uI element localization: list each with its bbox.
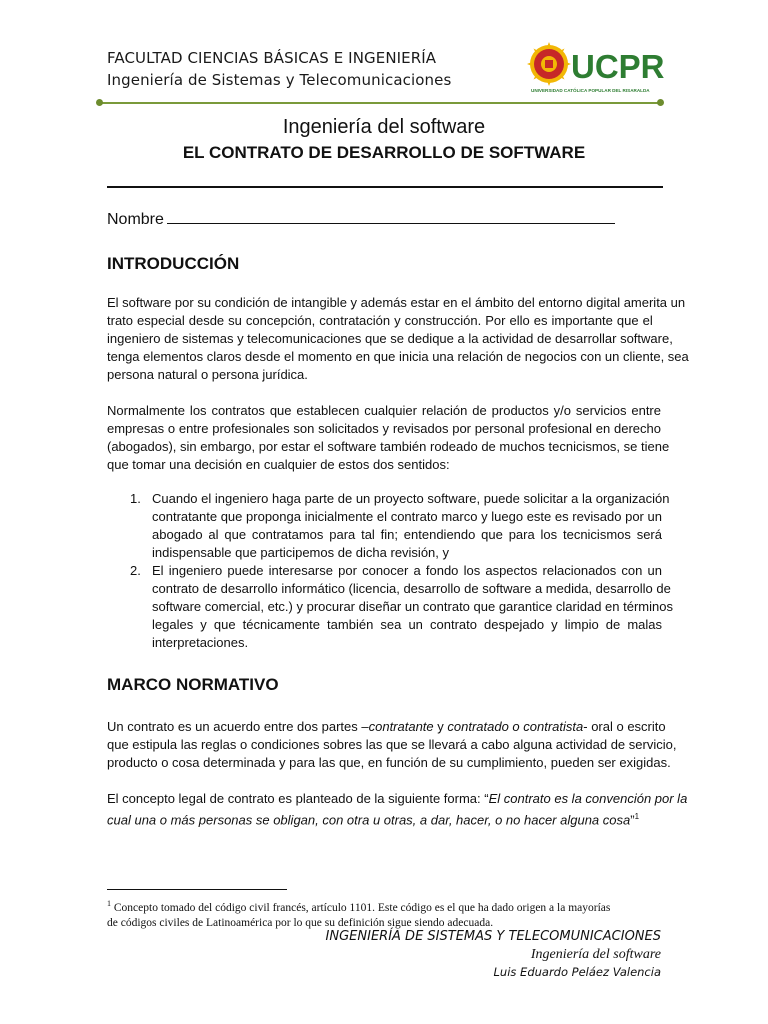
text-line [107, 790, 688, 808]
text-run: - oral o escrito [583, 719, 666, 734]
list-number: 2. [130, 563, 141, 578]
program-name: Ingeniería de Sistemas y Telecomunicaciones [107, 71, 452, 89]
intro-paragraph-2 [107, 402, 670, 474]
text-line: (abogados), sin embargo, por estar el software también rodeado de muchos tecnicismos, se tiene [107, 439, 670, 454]
footnote-line [107, 896, 663, 916]
text-run-italic: contratante [368, 719, 434, 734]
marco-paragraph-1 [107, 718, 677, 772]
footer-course: Ingeniería del software [530, 947, 661, 962]
text-line [107, 808, 661, 829]
text-line: persona natural o persona jurídica. [107, 367, 308, 382]
text-line: empresas o entre profesionales son solicitados y revisados por personal profesional en derecho [107, 421, 661, 436]
footer-author: Luis Eduardo Peláez Valencia [493, 965, 661, 979]
text-line: trato especial desde su concepción, contratación y construcción. Por ello es importante que el [107, 313, 653, 328]
text-line [107, 718, 666, 736]
text-line: producto o cosa determinada y para las que, en función de su cumplimiento, pueden ser exigidas. [107, 755, 671, 770]
text-line: software comercial, etc.) y procurar diseñar un contrato que garantice claridad en términos [152, 599, 673, 614]
footnote-marker: 1 [107, 899, 111, 908]
text-line: interpretaciones. [152, 635, 249, 650]
text-line: El ingeniero puede interesarse por conocer a fondo los aspectos relacionados con un [152, 563, 662, 578]
text-run: ” [630, 812, 635, 828]
logo-subtext: UNIVERSIDAD CATÓLICA POPULAR DEL RISARALDA [531, 88, 650, 93]
ucpr-logo [527, 42, 667, 100]
course-title: Ingeniería del software [282, 116, 486, 138]
text-line: contratante que proponga inicialmente el contrato marco y luego este es revisado por un [152, 509, 662, 524]
text-run: Un contrato es un acuerdo entre dos partes – [107, 719, 369, 734]
footnote [107, 896, 663, 931]
text-line: que tomar una decisión en cualquier de estos dos sentidos: [107, 457, 450, 472]
intro-paragraph-1 [107, 294, 689, 384]
text-line: ingeniero de sistemas y telecomunicaciones que se dedique a la actividad de desarrollar software, [107, 331, 673, 346]
heading-marco-normativo: MARCO NORMATIVO [107, 675, 279, 694]
text-line: indispensable que participemos de dicha revisión, y [152, 545, 450, 560]
footnote-line: de códigos civiles de Latinoamérica por lo que su definición sigue siendo adecuada. [107, 916, 494, 929]
text-line: tenga elementos claros desde el momento en que inicia una relación de negocios con un cliente, sea [107, 349, 689, 364]
text-run-italic: El contrato es la convención por la [488, 791, 688, 806]
text-line: Cuando el ingeniero haga parte de un proyecto software, puede solicitar a la organización [152, 491, 670, 506]
text-run: El concepto legal de contrato es planteado de la siguiente forma: “ [107, 791, 489, 806]
text-line: legales y que técnicamente también sea un contrato despejado y limpio de malas [152, 617, 662, 632]
footnote-rule [107, 889, 287, 890]
header-institution [107, 47, 451, 91]
text-line: El software por su condición de intangible y además estar en el ámbito del entorno digital amerita un [107, 295, 686, 310]
logo-text: UCPR [571, 48, 665, 85]
ucpr-seal-icon [527, 42, 667, 100]
divider-dot-right [657, 99, 664, 106]
header-divider [100, 102, 660, 104]
text-run: y [433, 719, 448, 734]
footer-department: INGENIERÍA DE SISTEMAS Y TELECOMUNICACIONES [325, 929, 661, 944]
list-number: 1. [130, 491, 141, 506]
text-line: que estipula las reglas o condiciones sobres las que se llevará a cabo alguna actividad de servicio, [107, 737, 677, 752]
name-field [107, 209, 615, 230]
document-title: EL CONTRATO DE DESARROLLO DE SOFTWARE [182, 143, 586, 162]
text-run-italic: cual una o más personas se obligan, con otra u otras, a dar, hacer, o no hacer alguna cosa [107, 812, 631, 828]
text-line: Normalmente los contratos que establecen cualquier relación de productos y/o servicios entre [107, 403, 661, 418]
marco-paragraph-2 [107, 790, 688, 829]
footnote-ref[interactable]: 1 [634, 812, 640, 821]
text-line: contrato de desarrollo informático (licencia, desarrollo de software a medida, desarrollo de [152, 581, 671, 596]
name-blank-line[interactable] [167, 209, 615, 224]
heading-introduccion: INTRODUCCIÓN [107, 254, 240, 273]
divider-dot-left [96, 99, 103, 106]
footnote-text: Concepto tomado del código civil francés, artículo 1101. Este código es el que ha dado origen a la mayorías [111, 901, 611, 914]
name-label: Nombre [107, 211, 164, 228]
faculty-name: FACULTAD CIENCIAS BÁSICAS E INGENIERÍA [107, 49, 437, 67]
title-rule [107, 186, 663, 188]
text-line: abogado al que contratamos para tal fin; entendiendo que para los tecnicismos será [152, 527, 662, 542]
text-run-italic: contratado o contratista [447, 719, 584, 734]
